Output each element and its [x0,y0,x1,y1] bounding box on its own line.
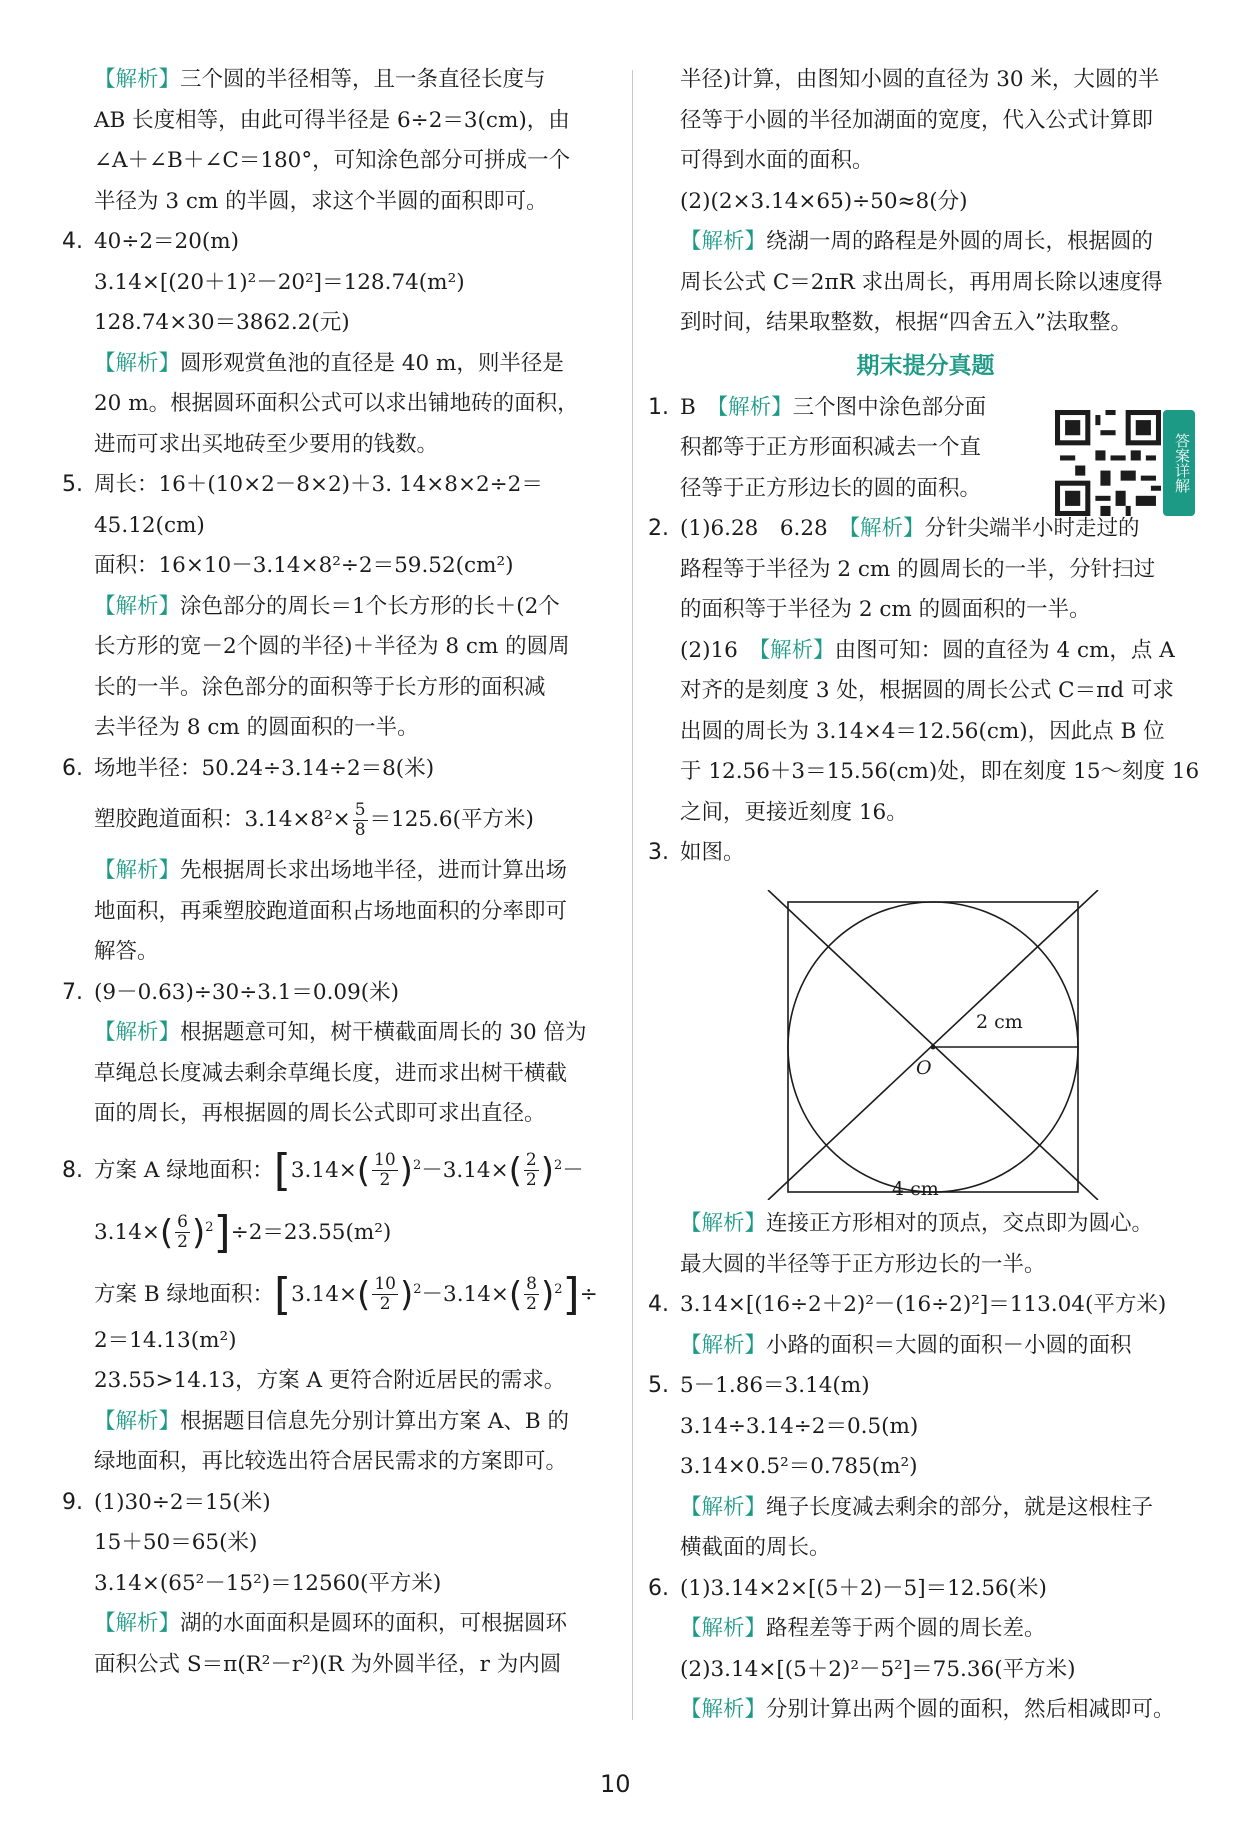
answer-line: 5. 周长：16＋(10×2－8×2)＋3. 14×8×2÷2＝ [62,465,622,506]
answer-line: 2＝14.13(m²) [94,1327,237,1353]
analysis-line: 【解析】绳子长度减去剩余的部分，就是这根柱子 [680,1494,1154,1520]
analysis-tag: 【解析】 [680,1494,767,1520]
analysis-line: 的面积等于半径为 2 cm 的圆面积的一半。 [680,597,1091,622]
analysis-line: 径等于正方形边长的圆的面积。 [680,475,982,501]
analysis-tag: 【解析】 [680,1697,767,1722]
analysis-line: 解答。 [94,939,159,964]
analysis-line: 到时间，结果取整数，根据“四舍五入”法取整。 [680,310,1132,335]
analysis-tag: 【解析】 [94,1020,181,1045]
question-number: 3. [648,840,669,865]
center-label: O [916,1057,932,1079]
analysis-line: 20 m。根据圆环面积公式可以求出铺地砖的面积， [94,391,579,416]
analysis-tag: 【解析】 [759,637,835,663]
qr-code-block[interactable] [1055,410,1197,516]
answer-line: 3. 如图。 [648,833,1203,874]
answer-line: (2)3.14×[(5＋2)²－5²]＝75.36(平方米) [680,1656,1076,1682]
analysis-line: 对齐的是刻度 3 处，根据圆的周长公式 C＝πd 可求 [680,678,1174,703]
qr-label: 答案详解 [1163,410,1195,516]
question-number: 5. [648,1373,669,1398]
analysis-tag: 【解析】 [94,1611,181,1636]
analysis-line: 出圆的周长为 3.14×4＝12.56(cm)，因此点 B 位 [680,718,1165,744]
analysis-line: 【解析】连接正方形相对的顶点，交点即为圆心。 [680,1211,1154,1236]
analysis-line: 半径为 3 cm 的半圆，求这个半圆的面积即可。 [94,188,548,214]
question-number: 7. [62,979,83,1005]
analysis-line: 【解析】圆形观赏鱼池的直径是 40 m，则半径是 [94,350,564,376]
analysis-tag: 【解析】 [94,593,181,619]
analysis-tag: 【解析】 [94,858,181,883]
answer-line: 23.55>14.13，方案 A 更符合附近居民的需求。 [94,1368,566,1393]
analysis-tag: 【解析】 [680,1616,767,1641]
column-divider [632,70,633,1720]
analysis-line: 【解析】涂色部分的周长＝1个长方形的长＋(2个 [94,593,560,619]
analysis-line: AB 长度相等，由此可得半径是 6÷2＝3(cm)，由 [94,107,570,133]
analysis-tag: 【解析】 [94,1408,181,1434]
analysis-line: 地面积，再乘塑胶跑道面积占场地面积的分率即可 [94,898,568,924]
analysis-line: 【解析】根据题目信息先分别计算出方案 A、B 的 [94,1408,570,1434]
answer-line: 8. 方案 A 绿地面积：[3.14×( $\frac{10}{2}$ )$^2$－3.14×( $\frac{2}{2}$ )$^2$－ [62,1135,622,1197]
answer-line: 5. 5－1.86＝3.14(m) [648,1366,1203,1407]
answer-line: 128.74×30＝3862.2(元) [94,310,350,335]
answer-line: 4. 40÷2＝20(m) [62,222,622,263]
answer-line: 方案 B 绿地面积：[3.14×( $\frac{10}{2}$ )$^2$－3.14×( $\frac{8}{2}$ )$^2$]÷ [94,1268,598,1320]
section-title: 期末提分真题 [856,352,995,379]
analysis-line: 【解析】分别计算出两个圆的面积，然后相减即可。 [680,1697,1175,1722]
analysis-line: 长的一半。涂色部分的面积等于长方形的面积减 [94,674,546,700]
analysis-line: 进而可求出买地砖至少要用的钱数。 [94,431,439,457]
fraction: $\frac{2}{2}$ [525,1150,537,1191]
fraction: $\frac{6}{2}$ [177,1212,188,1253]
question-number: 2. [648,516,669,541]
answer-line: 6. 场地半径：50.24÷3.14÷2＝8(米) [62,749,622,790]
answer-line: 3.14×( $\frac{6}{2}$ )$^2$]÷2＝23.55(m²) [94,1206,392,1258]
fraction: $\frac{5}{8}$ [354,799,366,840]
side-label: 4 cm [892,1178,939,1200]
analysis-line: 积都等于正方形面积减去一个直 [680,435,982,460]
page-number: 10 [600,1770,631,1798]
answer-line: 3.14÷3.14÷2＝0.5(m) [680,1413,919,1439]
analysis-line: 【解析】三个圆的半径相等，且一条直径长度与 [94,67,546,92]
analysis-line: 【解析】绕湖一周的路程是外圆的周长，根据圆的 [680,229,1154,254]
question-number: 5. [62,472,83,497]
analysis-tag: 【解析】 [717,394,793,420]
analysis-line: 草绳总长度减去剩余草绳长度，进而求出树干横截 [94,1060,568,1086]
analysis-line: 于 12.56＋3＝15.56(cm)处，即在刻度 15～刻度 16 [680,759,1200,784]
analysis-line: 长方形的宽－2个圆的半径)＋半径为 8 cm 的圆周 [94,634,570,659]
left-column [62,60,622,1685]
question-number: 8. [62,1157,83,1183]
analysis-line: 【解析】路程差等于两个圆的周长差。 [680,1616,1046,1641]
fraction: $\frac{10}{2}$ [374,1150,396,1191]
answer-line: 2. (1)6.28 6.28 【解析】分针尖端半小时走过的 [648,509,1203,550]
answer-line: 9. (1)30÷2＝15(米) [62,1483,622,1524]
question-number: 9. [62,1489,83,1515]
analysis-line: 面积公式 S＝π(R²－r²)(R 为外圆半径，r 为内圆 [94,1651,562,1677]
answer-line: 4. 3.14×[(16÷2＋2)²－(16÷2)²]＝113.04(平方米) [648,1285,1203,1326]
analysis-line: 横截面的周长。 [680,1535,831,1560]
fraction: $\frac{8}{2}$ [526,1274,537,1315]
analysis-line: 周长公式 C＝2πR 求出周长，再用周长除以速度得 [680,269,1163,295]
analysis-line: 【解析】小路的面积＝大圆的面积－小圆的面积 [680,1332,1132,1358]
analysis-tag: 【解析】 [94,350,181,376]
analysis-line: 【解析】先根据周长求出场地半径，进而计算出场 [94,858,568,883]
answer-line: 45.12(cm) [94,512,205,538]
answer-line: 1. B 【解析】三个图中涂色部分面 [648,388,1203,429]
answer-line: 3.14×(65²－15²)＝12560(平方米) [94,1570,442,1596]
analysis-line: 去半径为 8 cm 的圆面积的一半。 [94,715,419,740]
radius-label: 2 cm [976,1011,1023,1033]
answer-line: 塑胶跑道面积：3.14×8²× $\frac{5}{8}$ ＝125.6(平方米) [94,799,534,840]
analysis-tag: 【解析】 [94,67,181,92]
analysis-line: ∠A＋∠B＋∠C＝180°，可知涂色部分可拼成一个 [94,148,571,173]
analysis-tag: 【解析】 [680,229,767,254]
answer-line: 半径)计算，由图知小圆的直径为 30 米，大圆的半 [680,67,1160,92]
question-number: 6. [62,755,83,781]
circle-in-square-figure [648,890,1108,1200]
answer-line: 可得到水面的面积。 [680,148,874,173]
center-point [931,1045,936,1050]
answer-line: 7. (9－0.63)÷30÷3.1＝0.09(米) [62,973,622,1014]
analysis-line: 最大圆的半径等于正方形边长的一半。 [680,1251,1046,1277]
question-number: 4. [62,229,83,254]
answer-line: (2)16 【解析】由图可知：圆的直径为 4 cm，点 A [680,637,1175,663]
answer-line: 3.14×[(20＋1)²－20²]＝128.74(m²) [94,269,465,295]
fraction: $\frac{10}{2}$ [374,1274,396,1315]
answer-line: 3.14×0.5²＝0.785(m²) [680,1454,918,1479]
analysis-line: 之间，更接近刻度 16。 [680,799,908,825]
analysis-line: 【解析】湖的水面面积是圆环的面积，可根据圆环 [94,1611,568,1636]
answer-line: 6. (1)3.14×2×[(5＋2)－5]＝12.56(米) [648,1569,1203,1610]
right-column-lower [648,1204,1203,1731]
answer-line: 15＋50＝65(米) [94,1530,258,1555]
analysis-tag: 【解析】 [849,516,925,541]
qr-code-icon[interactable] [1055,410,1161,516]
answer-line: 径等于小圆的半径加湖面的宽度，代入公式计算即 [680,107,1154,133]
analysis-tag: 【解析】 [680,1211,767,1236]
answer-line: (2)(2×3.14×65)÷50≈8(分) [680,188,968,214]
analysis-tag: 【解析】 [680,1332,767,1358]
analysis-line: 绿地面积，再比较选出符合居民需求的方案即可。 [94,1449,568,1474]
question-number: 4. [648,1292,669,1317]
answer-line: 面积：16×10－3.14×8²÷2＝59.52(cm²) [94,553,514,578]
analysis-line: 面的周长，再根据圆的周长公式即可求出直径。 [94,1101,546,1126]
question-number: 1. [648,394,669,420]
question-number: 6. [648,1575,669,1601]
analysis-line: 【解析】根据题意可知，树干横截面周长的 30 倍为 [94,1020,587,1045]
analysis-line: 路程等于半径为 2 cm 的圆周长的一半，分针扫过 [680,556,1156,582]
